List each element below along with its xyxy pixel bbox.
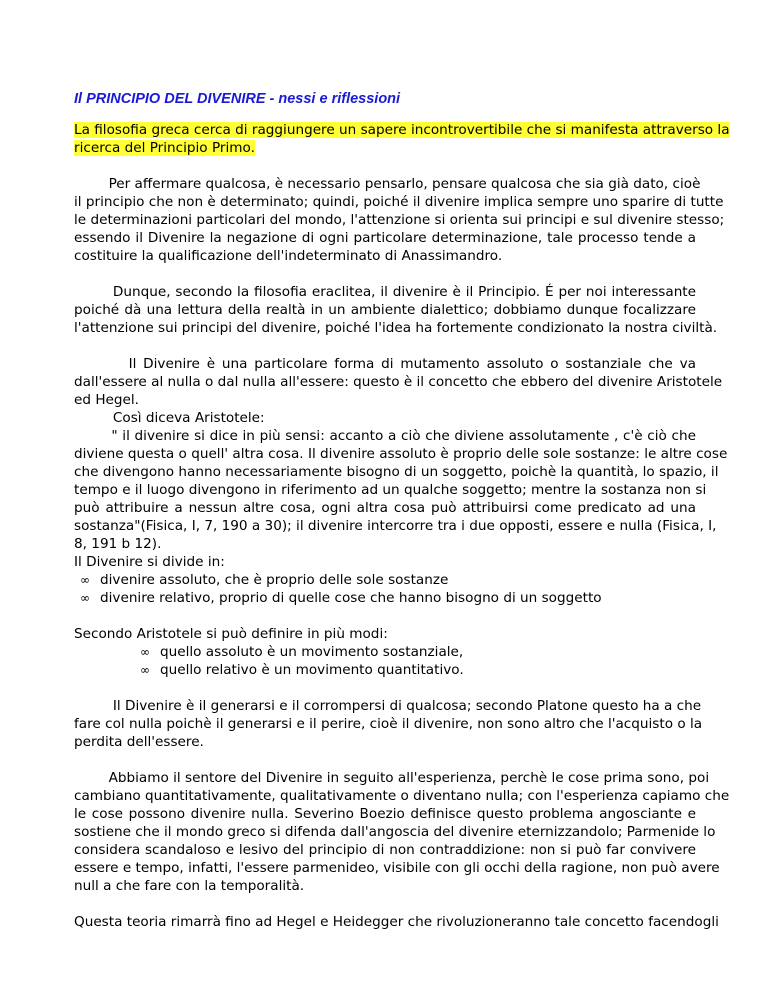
text-line: dall'essere al nulla o dal nulla all'essere: questo è il concetto che ebbero del divenire Aristotele (74, 374, 723, 390)
text-line: 8, 191 b 12). (74, 536, 162, 552)
text-line: il principio che non è determinato; quindi, poiché il divenire implica sempre uno sparire di tutte (74, 194, 724, 210)
bullet-icon: ∞ (80, 573, 90, 587)
text-line: che divengono hanno necessariamente bisogno di un soggetto, poichè la quantità, lo spazio, il (74, 464, 719, 480)
list-item: ∞ divenire relativo, proprio di quelle cose che hanno bisogno di un soggetto (80, 590, 602, 606)
list-intro: Il Divenire si divide in: (74, 554, 225, 570)
text-line: tempo e il luogo divengono in riferimento ad un qualche soggetto; mentre la sostanza non si (74, 482, 707, 498)
intro-paragraph (74, 121, 730, 157)
text-line: " il divenire si dice in più sensi: accanto a ciò che diviene assolutamente , c'è ciò che (74, 428, 696, 444)
paragraph-4 (74, 697, 703, 751)
text-line: Per affermare qualcosa, è necessario pensarlo, pensare qualcosa che sia già dato, cioè (74, 176, 701, 192)
paragraph-3 (74, 355, 728, 553)
paragraph-2 (74, 283, 718, 337)
text-line: cambiano quantitativamente, qualitativamente o diventano nulla; con l'esperienza capiamo che (74, 788, 730, 804)
text-line: costituire la qualificazione dell'indeterminato di Anassimandro. (74, 248, 503, 264)
text-line: le cose possono divenire nulla. Severino Boezio definisce questo problema angosciante e (74, 806, 696, 822)
paragraph-6 (74, 913, 719, 931)
text-line: Questa teoria rimarrà fino ad Hegel e Heidegger che rivoluzioneranno tale concetto facendogli (74, 914, 719, 930)
text-line: essendo il Divenire la negazione di ogni particolare determinazione, tale processo tende a (74, 230, 696, 246)
text-line: La filosofia greca cerca di raggiungere un sapere incontrovertibile che si manifesta attraverso la (74, 122, 730, 138)
text-line: le determinazioni particolari del mondo, l'attenzione si orienta sui principi e sul divenire stesso; (74, 212, 725, 228)
bullet-icon: ∞ (140, 645, 150, 659)
text-line: ricerca del Principio Primo. (74, 140, 255, 156)
text-line: essere e tempo, infatti, l'essere parmenideo, visibile con gli occhi della ragione, non può avere (74, 860, 720, 876)
text-line: può attribuire a nessun altre cosa, ogni altra cosa può attribuirsi come predicato ad una (74, 500, 696, 516)
text-line: fare col nulla poichè il generarsi e il perire, cioè il divenire, non sono altro che l'acquisto o la (74, 716, 703, 732)
paragraph-1 (74, 175, 725, 265)
text-line: considera scandaloso e lesivo del principio di non contraddizione: non si può far convivere (74, 842, 696, 858)
list-item: ∞ divenire assoluto, che è proprio delle sole sostanze (80, 572, 449, 588)
aristotle-list (74, 625, 696, 679)
page-title: Il PRINCIPIO DEL DIVENIRE - nessi e riflessioni (74, 91, 401, 107)
text-line: poiché dà una lettura della realtà in un ambiente dialettico; dobbiamo dunque focalizzare (74, 302, 696, 318)
text-line: ed Hegel. (74, 392, 139, 408)
division-list (74, 553, 696, 607)
list-item: ∞ quello relativo è un movimento quantitativo. (140, 662, 464, 678)
text-line: null a che fare con la temporalità. (74, 878, 305, 894)
text-line: Dunque, secondo la filosofia eraclitea, il divenire è il Principio. É per noi interessante (74, 284, 696, 300)
text-line: perdita dell'essere. (74, 734, 204, 750)
text-line: Abbiamo il sentore del Divenire in seguito all'esperienza, perchè le cose prima sono, poi (74, 770, 710, 786)
paragraph-5 (74, 769, 730, 895)
text-line: Il Divenire è una particolare forma di mutamento assoluto o sostanziale che va (74, 356, 696, 372)
text-line: sostanza"(Fisica, I, 7, 190 a 30); il divenire intercorre tra i due opposti, essere e nulla (Fisica, I, (74, 518, 717, 534)
text-line: Così diceva Aristotele: (74, 410, 265, 426)
text-line: l'attenzione sui principi del divenire, poiché l'idea ha fortemente condizionato la nostra civiltà. (74, 320, 718, 336)
text-line: sostiene che il mondo greco si difenda dall'angoscia del divenire eternizzandolo; Parmenide lo (74, 824, 716, 840)
list-intro: Secondo Aristotele si può definire in più modi: (74, 626, 388, 642)
text-line: Il Divenire è il generarsi e il corrompersi di qualcosa; secondo Platone questo ha a che (74, 698, 702, 714)
bullet-icon: ∞ (80, 591, 90, 605)
list-item: ∞ quello assoluto è un movimento sostanziale, (140, 644, 464, 660)
bullet-icon: ∞ (140, 663, 150, 677)
text-line: diviene questa o quell' altra cosa. Il divenire assoluto è proprio delle sole sostanze: le altre cose (74, 446, 728, 462)
